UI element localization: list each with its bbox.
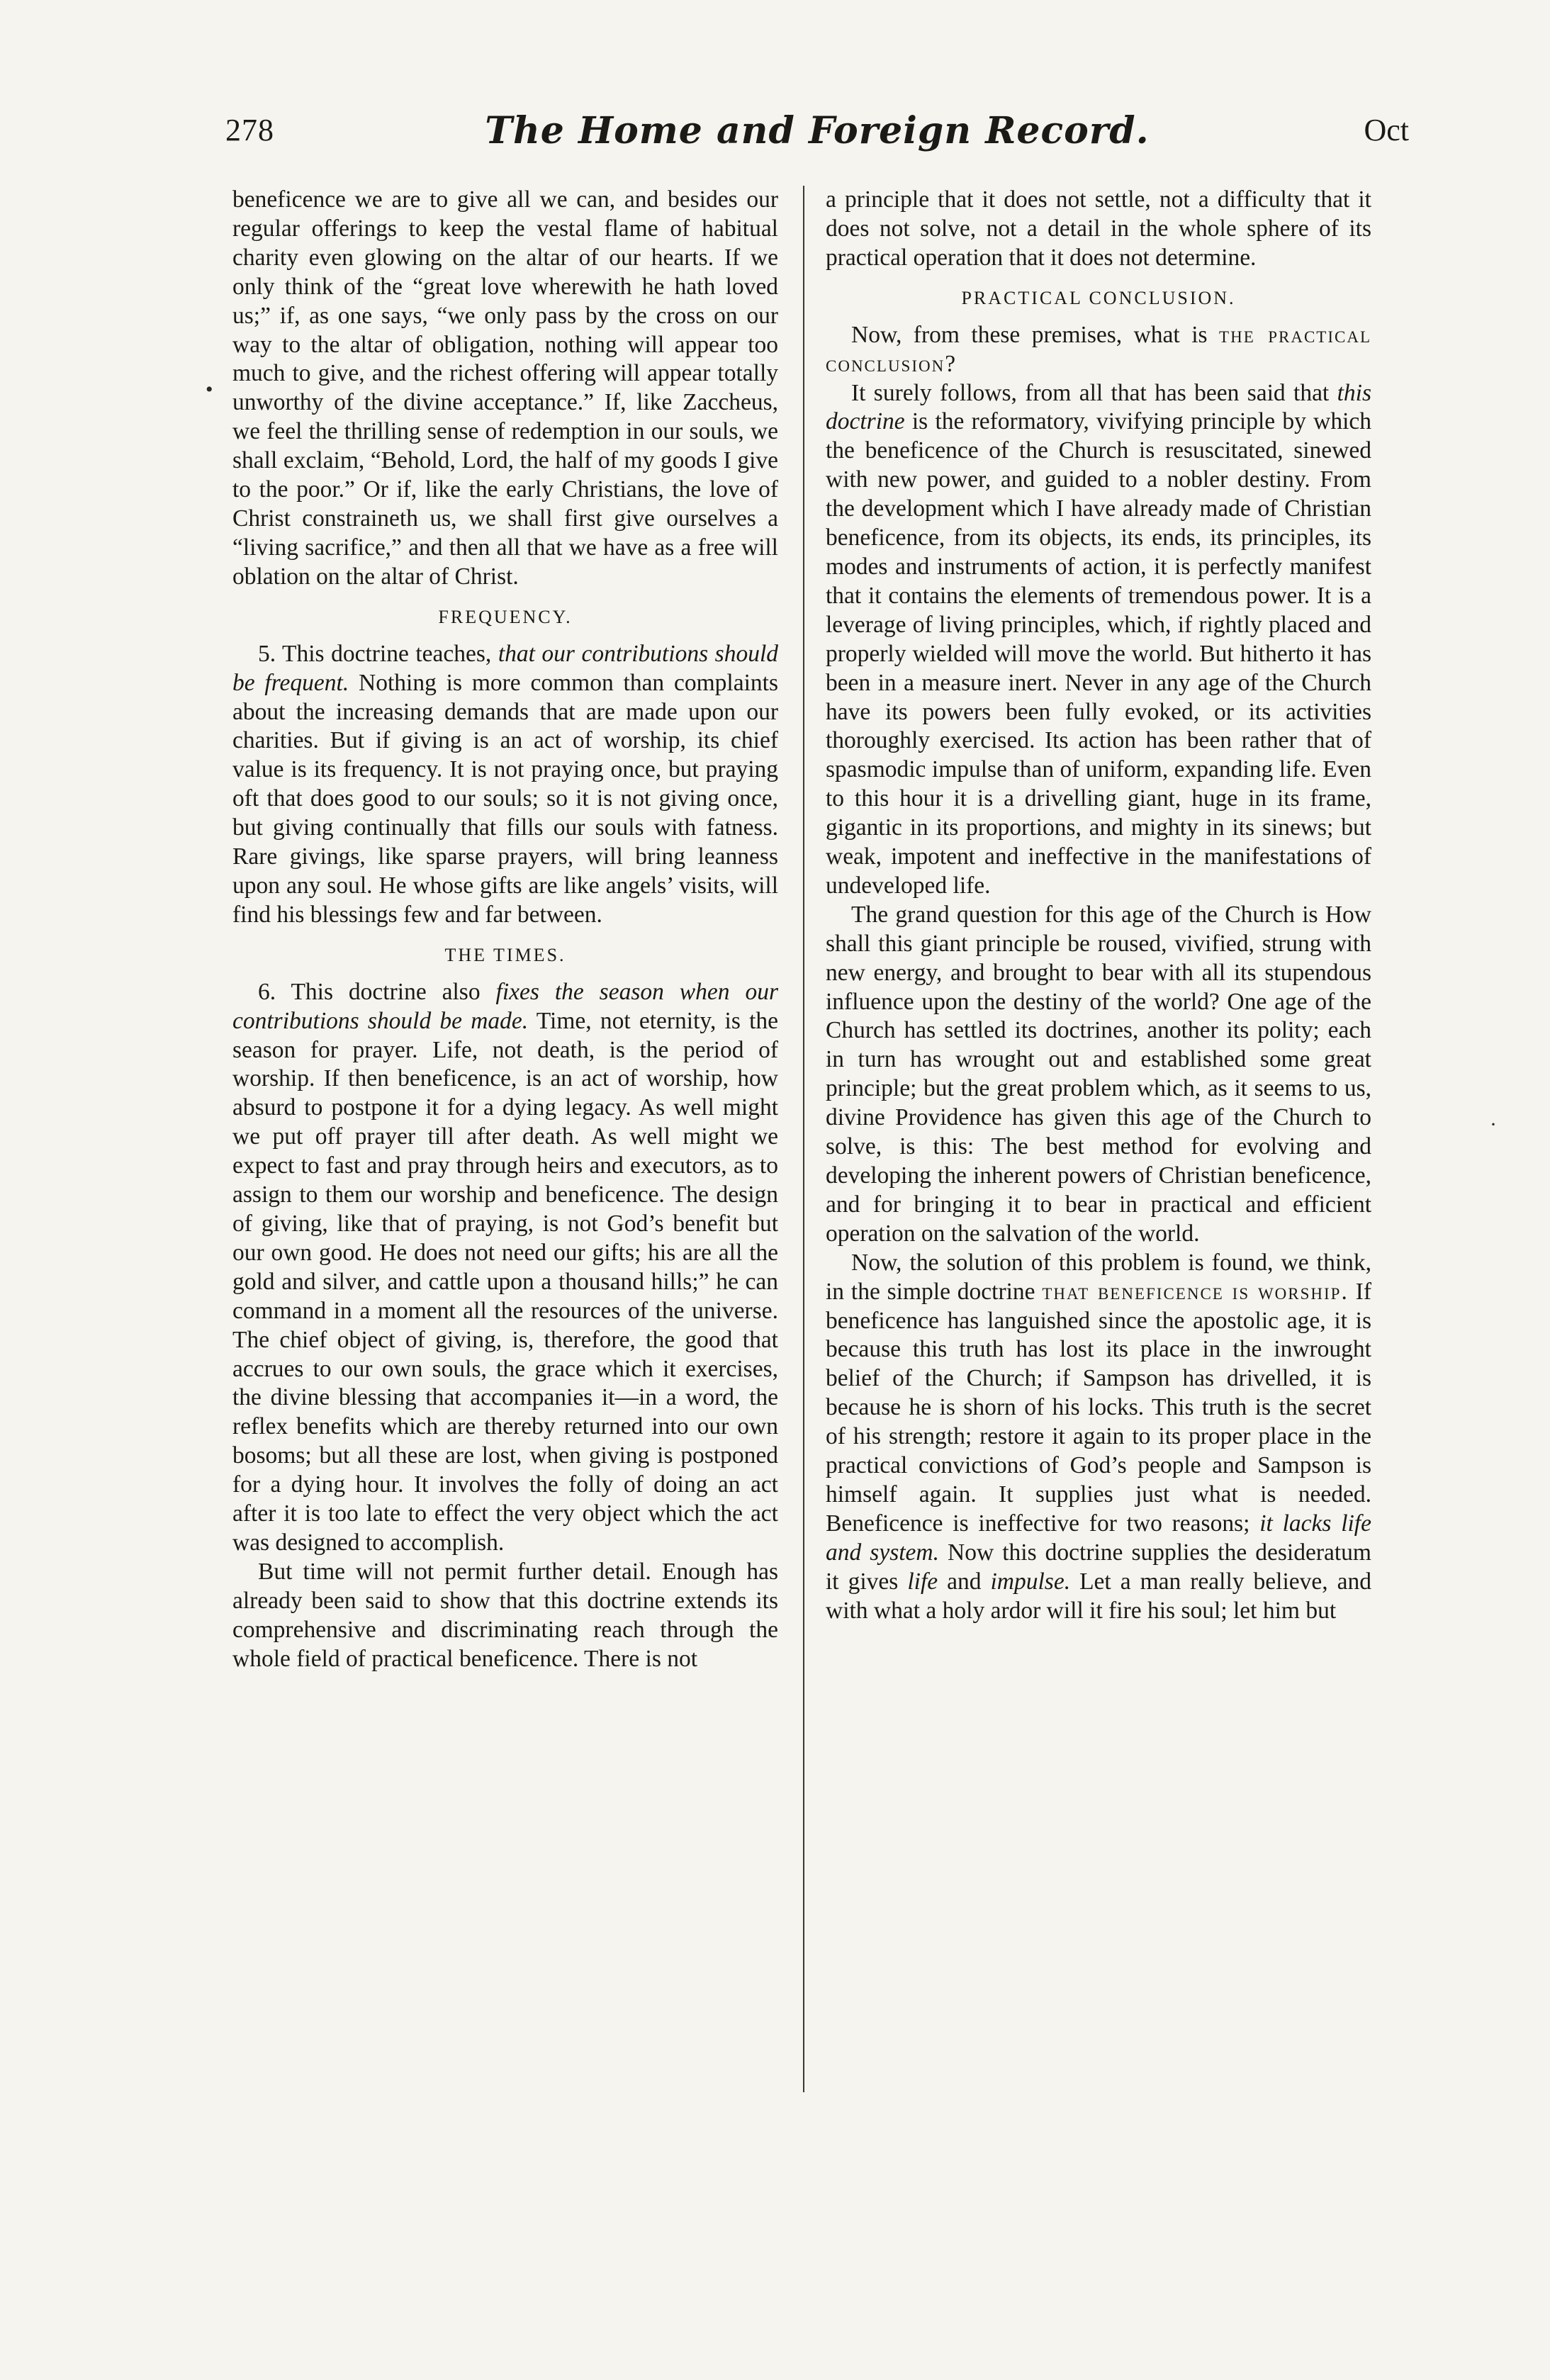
running-head-month: Oct (1364, 113, 1409, 147)
paragraph: It surely follows, from all that has been said that this doctrine is the reformatory, vivifying principle by which the beneficence of the Church is resuscitated, sinewed with new power, and guided to a nobler destiny. From the development which I have already made of Christian beneficence, from its objects, its ends, its principles, its modes and instruments of action, it is perfectly manifest that it contains the elements of tremendous power. It is a leverage of living principles, which, if rightly placed and properly wielded will move the world. But hitherto it has been in a measure inert. Never in any age of the Church have its powers been fully evoked, or its activities thoroughly exercised. Its action has been rather that of spasmodic impulse than of uniform, expanding life. Even to this hour it is a drivelling giant, huge in its frame, gigantic in its proportions, and mighty in its sinews; but weak, impotent and ineffective in the manifestations of undeveloped life. (826, 379, 1371, 899)
paragraph: The grand question for this age of the Church is How shall this giant principle be roused, vivified, strung with new energy, and brought to bear with all its stupendous influence upon the destiny of the world? One age of the Church has settled its doctrines, another its polity; each in turn has wrought out and established some great principle; but the great problem which, as it seems to us, divine Providence has given this age of the Church to solve, is this: The best method for evolving and developing the inherent powers of Christian beneficence, and for bringing it to bear in practical and efficient operation on the salvation of the world. (826, 901, 1371, 1247)
emphasis: this doctrine (826, 379, 1371, 435)
paragraph: Now, from these premises, what is the practical conclusion? (826, 321, 1371, 377)
emphasis: that our contributions should be frequent. (232, 640, 779, 696)
column-divider (803, 186, 804, 2092)
margin-mark: • (206, 378, 213, 401)
small-caps-phrase: the practical conclusion (826, 321, 1371, 377)
paragraph: beneficence we are to give all we can, and besides our regular offerings to keep the vestal flame of habitual charity even glowing on the altar of our hearts. If we only think of the “great love wherewith he hath loved us;” if, as one says, “we only pass by the cross on our way to the altar of obligation, nothing will appear too much to give, and the richest offering will appear totally unworthy of the divine acceptance.” If, like Zaccheus, we feel the thrilling sense of redemption in our souls, we shall exclaim, “Behold, Lord, the half of my goods I give to the poor.” Or if, like the early Christians, the love of Christ constraineth us, we shall first give ourselves a “living sacrifice,” and then all that we have as a free will oblation on the altar of Christ. (232, 186, 778, 590)
journal-title: The Home and Foreign Record. (485, 109, 1150, 152)
paragraph: 5. This doctrine teaches, that our contributions should be frequent. Nothing is more common than complaints about the increasing demands that are made upon our charities. But if giving is an act of worship, its chief value is its frequency. It is not praying once, but praying oft that does good to our souls; so it is not giving once, but giving continually that fills our souls with fatness. Rare givings, like sparse prayers, will bring leanness upon any soul. He whose gifts are like angels’ visits, will find his blessings few and far between. (232, 640, 779, 928)
paragraph: a principle that it does not settle, not a difficulty that it does not solve, not a detail in the whole sphere of its practical operation that it does not determine. (826, 186, 1371, 271)
section-heading-frequency: FREQUENCY. (438, 606, 573, 627)
running-header (225, 109, 1409, 169)
emphasis: life (907, 1568, 938, 1595)
emphasis: impulse. (990, 1568, 1071, 1595)
emphasis: it lacks life and system. (826, 1510, 1371, 1566)
emphasis: fixes the season when our contributions should be made. (232, 978, 778, 1034)
paragraph: 6. This doctrine also fixes the season when our contributions should be made. Time, not eternity, is the season for prayer. Life, not death, is the period of worship. If then beneficence, is an act of worship, how absurd to postpone it for a dying legacy. As well might we put off prayer till after death. As well might we expect to fast and pray through heirs and executors, as to assign to them our worship and beneficence. The design of giving, like that of praying, is not God’s benefit but our own good. He does not need our gifts; his are all the gold and silver, and cattle upon a thousand hills;” he can command in a moment all the resources of the universe. The chief object of giving, is, therefore, the good that accrues to our own souls, the grace which it exercises, the divine blessing that accompanies it—in a word, the reflex benefits which are thereby returned into our own bosoms; but all these are lost, when giving is postponed for a dying hour. It involves the folly of doing an act after it is too late to effect the very object which the act was designed to accomplish. (232, 978, 778, 1556)
section-heading-times: THE TIMES. (444, 944, 566, 965)
paragraph: But time will not permit further detail. Enough has already been said to show that this doctrine extends its comprehensive and discriminating reach through the whole field of practical beneficence. There is not (232, 1558, 778, 1672)
small-caps-phrase: that beneficence is worship. (1042, 1278, 1349, 1305)
paragraph: Now, the solution of this problem is found, we think, in the simple doctrine that beneficence is worship. If beneficence has languished since the apostolic age, it is because this truth has lost its place in the inwrought belief of the Church; if Sampson has drivelled, it is because he is shorn of his locks. This truth is the secret of his strength; restore it again to its proper place in the practical convictions of God’s people and Sampson is himself again. It supplies just what is needed. Beneficence is ineffective for two reasons; it lacks life and system. Now this doctrine supplies the desideratum it gives life and impulse. Let a man really believe, and with what a holy ardor will it fire his soul; let him but (826, 1249, 1371, 1624)
margin-mark: · (1490, 1113, 1497, 1136)
left-column (232, 186, 778, 1674)
page-number: 278 (225, 113, 274, 147)
section-heading-practical-conclusion: PRACTICAL CONCLUSION. (961, 287, 1236, 308)
right-column (826, 186, 1371, 1626)
